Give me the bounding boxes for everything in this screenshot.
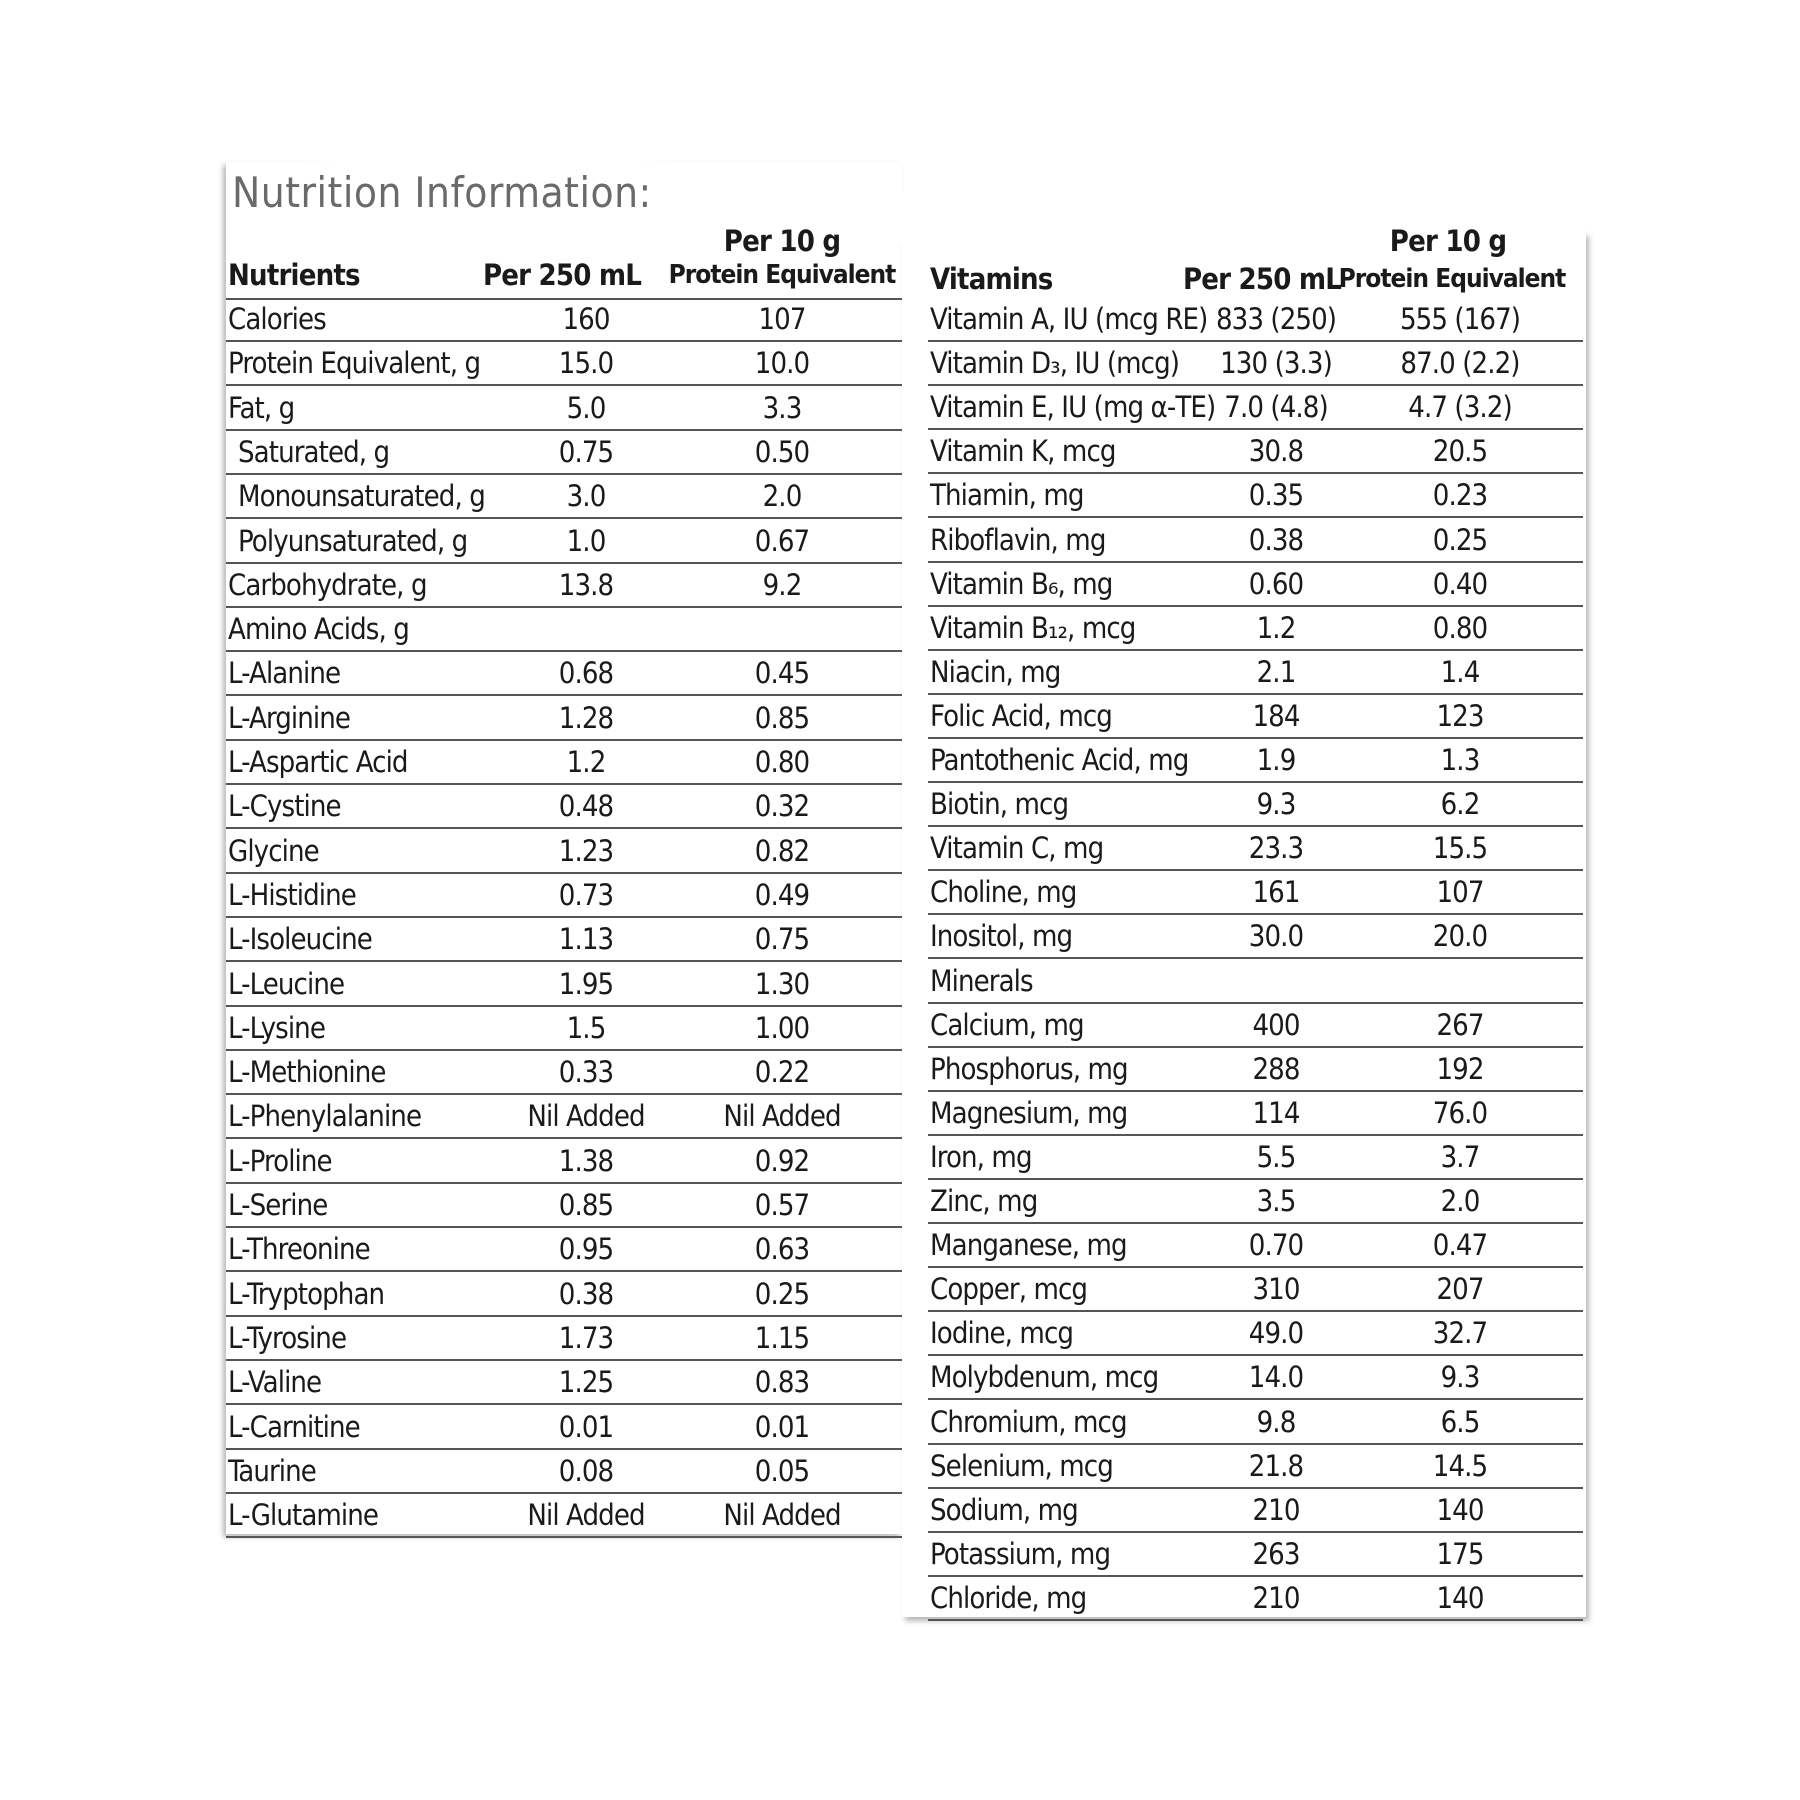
- vitamins-row: [928, 1577, 1583, 1621]
- vitamins-row: [928, 1180, 1583, 1224]
- vitamins-row-per-10g: 14.5: [1432, 1448, 1488, 1483]
- vitamins-row-per-250ml: 0.70: [1248, 1228, 1304, 1263]
- vitamins-row-name: Calcium, mg: [930, 1007, 1084, 1042]
- vitamins-row-per-250ml: 49.0: [1248, 1316, 1304, 1351]
- nutrients-row-per-10g: 0.85: [754, 700, 810, 735]
- vitamins-row-name: Vitamin B₁₂, mcg: [930, 610, 1136, 645]
- vitamins-row-per-10g: 76.0: [1432, 1095, 1488, 1130]
- vitamins-row-per-10g: 20.0: [1432, 919, 1488, 954]
- nutrients-row-per-250ml: 1.28: [558, 700, 614, 735]
- vitamins-row-per-250ml: 161: [1252, 875, 1300, 910]
- nutrients-row: [226, 1273, 902, 1317]
- nutrients-row-per-250ml: 0.33: [558, 1055, 614, 1090]
- vitamins-row-per-250ml: 210: [1252, 1492, 1300, 1527]
- nutrients-row: [226, 298, 902, 342]
- nutrients-row: [226, 475, 902, 519]
- vitamins-row: [928, 298, 1583, 342]
- vitamins-row: [928, 651, 1583, 695]
- vitamins-row-per-10g: 267: [1436, 1007, 1484, 1042]
- nutrients-row-name: L-Tryptophan: [228, 1276, 385, 1311]
- nutrients-row-per-10g: 2.0: [762, 479, 802, 514]
- nutrients-row-per-10g: 107: [758, 302, 806, 336]
- nutrients-row-name: L-Glutamine: [228, 1498, 379, 1533]
- nutrients-row-name: L-Proline: [228, 1143, 332, 1178]
- nutrients-row-per-10g: 1.15: [754, 1320, 810, 1355]
- vitamins-row-per-10g: 0.47: [1432, 1228, 1488, 1263]
- nutrients-row: [226, 1140, 902, 1184]
- nutrients-row-name: Glycine: [228, 833, 319, 868]
- vitamins-row: [928, 386, 1583, 430]
- vitamins-row-name: Inositol, mg: [930, 919, 1073, 954]
- nutrients-row: [226, 1361, 902, 1405]
- vitamins-row: [928, 783, 1583, 827]
- nutrients-row-name: L-Valine: [228, 1365, 322, 1400]
- vitamins-row-per-10g: 207: [1436, 1272, 1484, 1307]
- vitamins-row-per-10g: 20.5: [1432, 434, 1488, 469]
- vitamins-row: [928, 1268, 1583, 1312]
- nutrients-row-name: L-Cystine: [228, 789, 341, 824]
- vitamins-row: [928, 474, 1583, 518]
- vitamins-row-per-250ml: 310: [1252, 1272, 1300, 1307]
- vitamins-row: [928, 915, 1583, 959]
- vitamins-row-per-10g: 1.4: [1440, 654, 1480, 689]
- vitamins-row-name: Manganese, mg: [930, 1228, 1127, 1263]
- vitamins-row-per-250ml: 210: [1252, 1580, 1300, 1615]
- nutrients-row: [226, 1494, 902, 1538]
- vitamins-row-name: Vitamin B₆, mg: [930, 566, 1113, 601]
- vitamins-row-per-250ml: 1.9: [1256, 743, 1296, 777]
- nutrients-row-name: Saturated, g: [238, 434, 390, 469]
- nutrients-row-per-10g: 10.0: [754, 346, 810, 381]
- nutrients-row-per-10g: 0.92: [754, 1143, 810, 1178]
- vitamins-row-name: Vitamin E, IU (mg α-TE): [930, 390, 1216, 425]
- vitamins-row-name: Zinc, mg: [930, 1184, 1038, 1218]
- vitamins-row-name: Vitamin K, mcg: [930, 434, 1116, 469]
- nutrients-col1-header: Per 250 mL: [482, 258, 642, 292]
- nutrients-row-name: L-Phenylalanine: [228, 1099, 422, 1134]
- vitamins-col2-header-line1: Per 10 g: [1389, 224, 1507, 258]
- vitamins-row-per-10g: 3.7: [1440, 1139, 1480, 1174]
- vitamins-row-name: Chromium, mcg: [930, 1404, 1127, 1439]
- nutrients-row-per-10g: Nil Added: [723, 1498, 841, 1533]
- vitamins-row-name: Sodium, mg: [930, 1492, 1078, 1527]
- nutrients-row-name: Protein Equivalent, g: [228, 346, 481, 381]
- nutrients-row-per-10g: 0.01: [754, 1409, 810, 1444]
- nutrients-row-name: L-Arginine: [228, 700, 351, 735]
- vitamins-row: [928, 739, 1583, 783]
- page-title: Nutrition Information:: [232, 168, 652, 217]
- nutrients-row-per-10g: Nil Added: [723, 1099, 841, 1134]
- vitamins-row-per-10g: 0.25: [1432, 522, 1488, 557]
- nutrients-row: [226, 1450, 902, 1494]
- vitamins-row-name: Iron, mg: [930, 1139, 1032, 1174]
- vitamins-name-header: Vitamins: [930, 262, 1053, 296]
- nutrients-row: [226, 874, 902, 918]
- vitamins-row-per-250ml: 184: [1252, 698, 1300, 733]
- nutrients-row: [226, 342, 902, 386]
- nutrients-row-per-10g: 0.49: [754, 877, 810, 912]
- vitamins-row: [928, 871, 1583, 915]
- vitamins-row-per-250ml: 0.35: [1248, 478, 1304, 513]
- vitamins-row-per-250ml: 0.60: [1248, 566, 1304, 601]
- nutrients-row: [226, 741, 902, 785]
- nutrients-row: [226, 1406, 902, 1450]
- nutrients-row-per-250ml: 0.68: [558, 656, 614, 691]
- nutrients-row: [226, 1007, 902, 1051]
- nutrients-row: [226, 1228, 902, 1272]
- vitamins-row: [928, 827, 1583, 871]
- vitamins-row: [928, 519, 1583, 563]
- vitamins-row: [928, 960, 1583, 1004]
- vitamins-row: [928, 1224, 1583, 1268]
- nutrients-row-name: Calories: [228, 302, 326, 336]
- vitamins-row-per-10g: 15.5: [1432, 831, 1488, 866]
- vitamins-row: [928, 1136, 1583, 1180]
- vitamins-row-per-10g: 555 (167): [1399, 302, 1521, 336]
- vitamins-row-per-10g: 140: [1436, 1492, 1484, 1527]
- nutrients-row-per-10g: 3.3: [762, 390, 802, 425]
- vitamins-row-per-10g: 6.5: [1440, 1404, 1480, 1439]
- vitamins-row: [928, 1356, 1583, 1400]
- nutrients-row-per-250ml: 0.75: [558, 434, 614, 469]
- vitamins-row-per-250ml: 263: [1252, 1536, 1300, 1571]
- vitamins-row-per-250ml: 5.5: [1256, 1139, 1296, 1174]
- vitamins-row-per-250ml: 400: [1252, 1007, 1300, 1042]
- vitamins-row-per-250ml: 30.8: [1248, 434, 1304, 469]
- vitamins-row: [928, 1048, 1583, 1092]
- nutrients-row-per-10g: 0.67: [754, 523, 810, 558]
- nutrients-row-name: Polyunsaturated, g: [238, 523, 468, 558]
- vitamins-row-per-10g: 4.7 (3.2): [1408, 390, 1512, 425]
- nutrients-row-per-250ml: Nil Added: [527, 1099, 645, 1134]
- nutrients-row-per-10g: 0.22: [754, 1055, 810, 1090]
- vitamins-row: [928, 1092, 1583, 1136]
- nutrients-row-name: Taurine: [228, 1453, 316, 1488]
- vitamins-row-per-10g: 0.23: [1432, 478, 1488, 513]
- nutrients-row-name: L-Alanine: [228, 656, 341, 691]
- vitamins-row-name: Riboflavin, mg: [930, 522, 1106, 557]
- vitamins-row: [928, 1533, 1583, 1577]
- vitamins-row-name: Vitamin A, IU (mcg RE): [930, 302, 1208, 336]
- vitamins-row-per-250ml: 1.2: [1256, 610, 1296, 645]
- nutrients-row: [226, 1317, 902, 1361]
- vitamins-row: [928, 430, 1583, 474]
- nutrients-row-per-250ml: 1.25: [558, 1365, 614, 1400]
- nutrients-row-per-10g: 9.2: [762, 567, 802, 602]
- nutrients-row-per-10g: 0.75: [754, 922, 810, 957]
- vitamins-row: [928, 1401, 1583, 1445]
- vitamins-row-per-10g: 0.80: [1432, 610, 1488, 645]
- vitamins-row-per-10g: 175: [1436, 1536, 1484, 1571]
- vitamins-row-name: Vitamin D₃, IU (mcg): [930, 346, 1180, 381]
- nutrients-row-per-250ml: 0.01: [558, 1409, 614, 1444]
- nutrients-row-name: L-Carnitine: [228, 1409, 360, 1444]
- nutrients-row: [226, 963, 902, 1007]
- nutrients-row-per-250ml: 160: [562, 302, 610, 336]
- nutrients-row-per-10g: 0.82: [754, 833, 810, 868]
- vitamins-row-name: Folic Acid, mcg: [930, 698, 1112, 733]
- nutrients-row-per-250ml: 0.73: [558, 877, 614, 912]
- vitamins-row-per-250ml: 14.0: [1248, 1360, 1304, 1395]
- vitamins-row-per-10g: 2.0: [1440, 1184, 1480, 1218]
- vitamins-row-per-250ml: 21.8: [1248, 1448, 1304, 1483]
- vitamins-row: [928, 1004, 1583, 1048]
- vitamins-row-name: Choline, mg: [930, 875, 1077, 910]
- nutrients-row-per-250ml: 1.95: [558, 966, 614, 1001]
- vitamins-row-per-10g: 107: [1436, 875, 1484, 910]
- vitamins-row-per-250ml: 30.0: [1248, 919, 1304, 954]
- nutrients-row-name: L-Aspartic Acid: [228, 745, 408, 779]
- nutrients-row-name: L-Isoleucine: [228, 922, 372, 957]
- nutrients-name-header: Nutrients: [228, 258, 360, 292]
- vitamins-row-per-10g: 1.3: [1440, 743, 1480, 777]
- nutrients-row-per-250ml: 0.38: [558, 1276, 614, 1311]
- vitamins-row-name: Phosphorus, mg: [930, 1051, 1128, 1086]
- vitamins-row-per-10g: 140: [1436, 1580, 1484, 1615]
- vitamins-row-name: Vitamin C, mg: [930, 831, 1104, 866]
- vitamins-col2-header-line2: Protein Equivalent: [1338, 264, 1566, 294]
- nutrients-row-name: L-Leucine: [228, 966, 345, 1001]
- vitamins-row: [928, 1489, 1583, 1533]
- nutrients-row-per-250ml: 5.0: [566, 390, 606, 425]
- vitamins-row-per-10g: 192: [1436, 1051, 1484, 1086]
- nutrients-row-name: L-Threonine: [228, 1232, 370, 1267]
- nutrients-row: [226, 652, 902, 696]
- vitamins-row-name: Thiamin, mg: [930, 478, 1084, 513]
- vitamins-row: [928, 1445, 1583, 1489]
- vitamins-row-name: Minerals: [930, 963, 1033, 998]
- nutrients-row: [226, 1184, 902, 1228]
- vitamins-row-name: Niacin, mg: [930, 654, 1061, 689]
- nutrients-row-per-250ml: 0.85: [558, 1188, 614, 1222]
- nutrients-row: [226, 431, 902, 475]
- nutrients-row-name: L-Serine: [228, 1188, 328, 1222]
- nutrients-row: [226, 564, 902, 608]
- nutrients-row: [226, 697, 902, 741]
- vitamins-row-per-250ml: 9.3: [1256, 787, 1296, 822]
- nutrients-row-per-10g: 0.25: [754, 1276, 810, 1311]
- vitamins-row-per-250ml: 2.1: [1256, 654, 1296, 689]
- vitamins-row: [928, 695, 1583, 739]
- nutrients-row: [226, 1095, 902, 1139]
- vitamins-row-per-250ml: 0.38: [1248, 522, 1304, 557]
- vitamins-row-name: Magnesium, mg: [930, 1095, 1128, 1130]
- nutrients-row-name: L-Histidine: [228, 877, 356, 912]
- nutrients-row-per-10g: 0.57: [754, 1188, 810, 1222]
- vitamins-row-per-250ml: 833 (250): [1215, 302, 1337, 336]
- nutrients-row-name: L-Tyrosine: [228, 1320, 347, 1355]
- vitamins-row-name: Biotin, mcg: [930, 787, 1069, 822]
- nutrients-row-per-250ml: 1.73: [558, 1320, 614, 1355]
- nutrients-row-name: Carbohydrate, g: [228, 567, 427, 602]
- nutrients-row-per-10g: 0.80: [754, 745, 810, 779]
- vitamins-row-per-250ml: 130 (3.3): [1220, 346, 1332, 381]
- vitamins-row-name: Pantothenic Acid, mg: [930, 743, 1189, 777]
- nutrients-row-per-250ml: 1.38: [558, 1143, 614, 1178]
- vitamins-row-per-10g: 0.40: [1432, 566, 1488, 601]
- nutrients-row: [226, 918, 902, 962]
- vitamins-row-per-250ml: 288: [1252, 1051, 1300, 1086]
- nutrients-row: [226, 608, 902, 652]
- vitamins-row-name: Chloride, mg: [930, 1580, 1087, 1615]
- nutrients-row-per-10g: 0.32: [754, 789, 810, 824]
- nutrients-row-per-10g: 1.30: [754, 966, 810, 1001]
- nutrients-row: [226, 387, 902, 431]
- vitamins-row: [928, 607, 1583, 651]
- nutrients-row-per-10g: 0.45: [754, 656, 810, 691]
- vitamins-row-name: Molybdenum, mcg: [930, 1360, 1159, 1395]
- nutrients-row-name: L-Lysine: [228, 1010, 325, 1045]
- vitamins-row-name: Iodine, mcg: [930, 1316, 1074, 1351]
- vitamins-row-per-10g: 9.3: [1440, 1360, 1480, 1395]
- nutrients-row: [226, 830, 902, 874]
- vitamins-row-per-250ml: 114: [1252, 1095, 1300, 1130]
- nutrients-row-per-10g: 0.83: [754, 1365, 810, 1400]
- nutrients-row-per-10g: 0.50: [754, 434, 810, 469]
- nutrients-row-name: L-Methionine: [228, 1055, 386, 1090]
- nutrients-row-per-10g: 0.05: [754, 1453, 810, 1488]
- nutrients-row-per-250ml: 0.95: [558, 1232, 614, 1267]
- nutrients-row-per-250ml: 1.5: [566, 1010, 606, 1045]
- nutrients-row-per-250ml: 0.48: [558, 789, 614, 824]
- vitamins-row: [928, 1312, 1583, 1356]
- vitamins-col1-header: Per 250 mL: [1182, 262, 1342, 296]
- vitamins-row-per-250ml: 3.5: [1256, 1184, 1296, 1218]
- nutrients-row-name: Fat, g: [228, 390, 295, 425]
- nutrients-col2-header-line1: Per 10 g: [723, 224, 841, 258]
- nutrients-row-per-250ml: 1.2: [566, 745, 606, 779]
- nutrients-row-per-250ml: 15.0: [558, 346, 614, 381]
- nutrients-row: [226, 520, 902, 564]
- nutrients-row-per-250ml: 1.0: [566, 523, 606, 558]
- vitamins-row-per-250ml: 23.3: [1248, 831, 1304, 866]
- vitamins-row-per-250ml: 7.0 (4.8): [1224, 390, 1328, 425]
- vitamins-row-per-10g: 123: [1436, 698, 1484, 733]
- nutrients-row-name: Monounsaturated, g: [238, 479, 485, 514]
- nutrients-row-per-250ml: 0.08: [558, 1453, 614, 1488]
- nutrients-row-name: Amino Acids, g: [228, 612, 409, 647]
- nutrients-row-per-10g: 0.63: [754, 1232, 810, 1267]
- vitamins-row-name: Copper, mcg: [930, 1272, 1088, 1307]
- vitamins-row: [928, 563, 1583, 607]
- nutrients-row-per-250ml: 1.23: [558, 833, 614, 868]
- nutrients-row-per-250ml: 13.8: [558, 567, 614, 602]
- nutrients-row: [226, 785, 902, 829]
- vitamins-row-name: Selenium, mcg: [930, 1448, 1113, 1483]
- nutrients-row: [226, 1051, 902, 1095]
- nutrients-row-per-250ml: 1.13: [558, 922, 614, 957]
- vitamins-row-per-10g: 6.2: [1440, 787, 1480, 822]
- nutrients-row-per-10g: 1.00: [754, 1010, 810, 1045]
- vitamins-row-name: Potassium, mg: [930, 1536, 1111, 1571]
- vitamins-row-per-10g: 87.0 (2.2): [1400, 346, 1520, 381]
- vitamins-row-per-10g: 32.7: [1432, 1316, 1488, 1351]
- vitamins-row: [928, 342, 1583, 386]
- nutrients-row-per-250ml: Nil Added: [527, 1498, 645, 1533]
- nutrients-col2-header-line2: Protein Equivalent: [668, 260, 896, 290]
- vitamins-row-per-250ml: 9.8: [1256, 1404, 1296, 1439]
- nutrients-row-per-250ml: 3.0: [566, 479, 606, 514]
